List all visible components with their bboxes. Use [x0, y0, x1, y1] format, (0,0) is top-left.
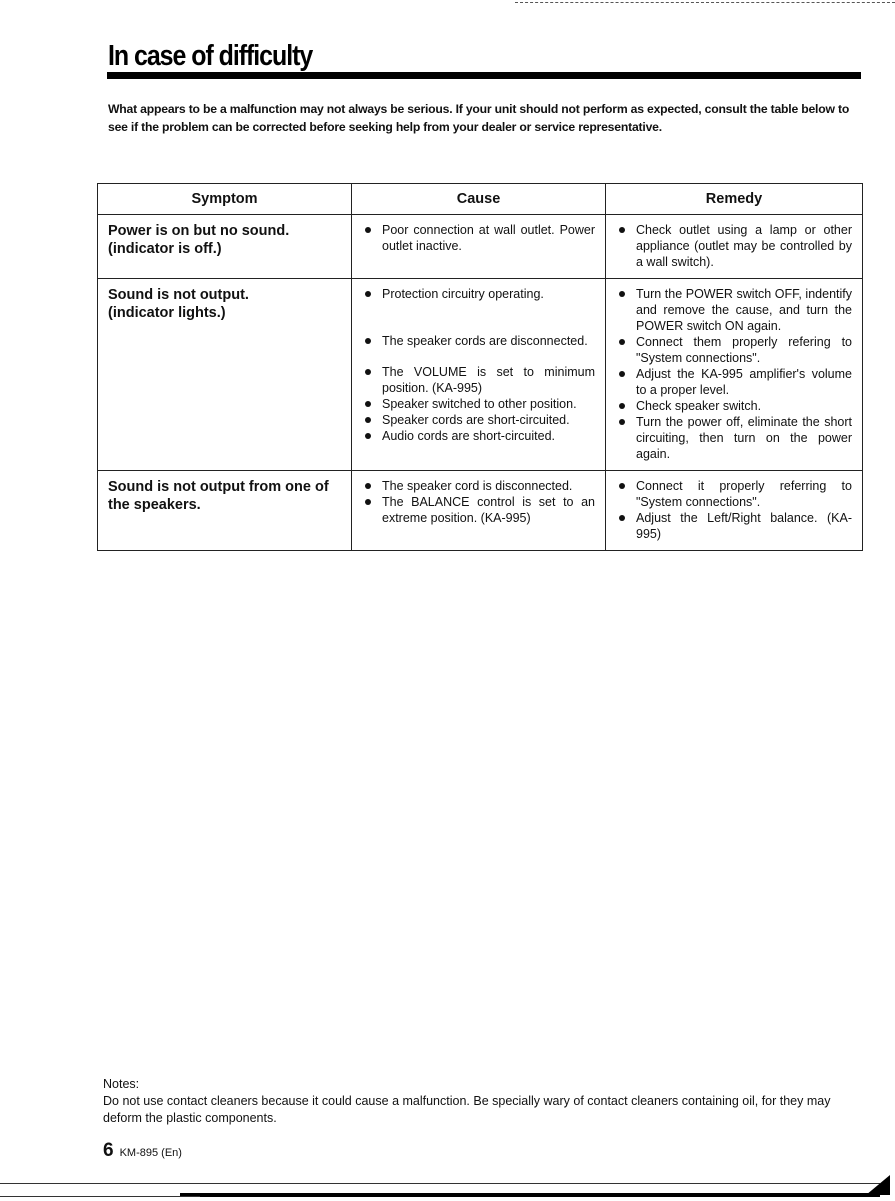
troubleshooting-table [97, 183, 863, 551]
symptom-cell [98, 471, 352, 551]
bottom-rule-left [0, 1196, 200, 1197]
remedy-item: Turn the POWER switch OFF, indentify and remove the cause, and turn the POWER switch ON again. [616, 286, 852, 334]
header-symptom: Symptom [98, 184, 352, 215]
bottom-rule-thick [180, 1193, 880, 1197]
top-dashed-line [515, 2, 895, 3]
symptom-line: (indicator is off.) [108, 241, 222, 257]
cause-item: The BALANCE control is set to an extreme position. (KA-995) [362, 494, 595, 526]
header-remedy: Remedy [606, 184, 863, 215]
header-cause: Cause [352, 184, 606, 215]
remedy-item: Turn the power off, eliminate the short circuiting, then turn on the power again. [616, 414, 852, 462]
cause-item: The VOLUME is set to minimum position. (KA-995) [362, 364, 595, 396]
title-rule [107, 72, 861, 79]
symptom-line: (indicator lights.) [108, 305, 226, 321]
table-row [98, 471, 863, 551]
cause-item: Protection circuitry operating. [362, 286, 595, 302]
cause-item: The speaker cord is disconnected. [362, 478, 595, 494]
remedy-cell [606, 279, 863, 471]
table-header-row [98, 184, 863, 215]
symptom-line: Sound is not output from one of the speakers. [108, 479, 329, 513]
remedy-cell [606, 471, 863, 551]
bottom-rule-thin [0, 1183, 880, 1184]
page-footer [103, 1140, 182, 1162]
cause-cell [352, 279, 606, 471]
remedy-item: Adjust the Left/Right balance. (KA-995) [616, 510, 852, 542]
model-label: KM-895 (En) [119, 1147, 182, 1159]
cause-cell [352, 471, 606, 551]
symptom-cell [98, 279, 352, 471]
cause-item: The speaker cords are disconnected. [362, 333, 595, 349]
notes-section [103, 1076, 863, 1127]
remedy-item: Check speaker switch. [616, 398, 852, 414]
page-number: 6 [103, 1140, 114, 1161]
page-title: In case of difficulty [108, 40, 313, 72]
remedy-cell [606, 215, 863, 279]
symptom-cell [98, 215, 352, 279]
symptom-line: Power is on but no sound. [108, 223, 290, 239]
cause-cell [352, 215, 606, 279]
cause-item: Speaker cords are short-circuited. [362, 412, 595, 428]
table-row [98, 215, 863, 279]
notes-heading: Notes: [103, 1077, 140, 1091]
table-row [98, 279, 863, 471]
notes-text: Do not use contact cleaners because it could cause a malfunction. Be specially wary of contact cleaners containing oil, for they may deform the plastic components. [103, 1094, 831, 1125]
symptom-line: Sound is not output. [108, 287, 249, 303]
remedy-item: Adjust the KA-995 amplifier's volume to a proper level. [616, 366, 852, 398]
corner-mark [866, 1175, 890, 1195]
remedy-item: Connect it properly referring to "System connections". [616, 478, 852, 510]
cause-item: Audio cords are short-circuited. [362, 428, 595, 444]
intro-paragraph: What appears to be a malfunction may not always be serious. If your unit should not perform as expected, consult the table below to see if the problem can be corrected before seeking help from your dealer or service representative. [108, 102, 850, 134]
cause-item: Speaker switched to other position. [362, 396, 595, 412]
cause-item: Poor connection at wall outlet. Power outlet inactive. [362, 222, 595, 254]
remedy-item: Connect them properly refering to "System connections". [616, 334, 852, 366]
remedy-item: Check outlet using a lamp or other appliance (outlet may be controlled by a wall switch). [616, 222, 852, 270]
